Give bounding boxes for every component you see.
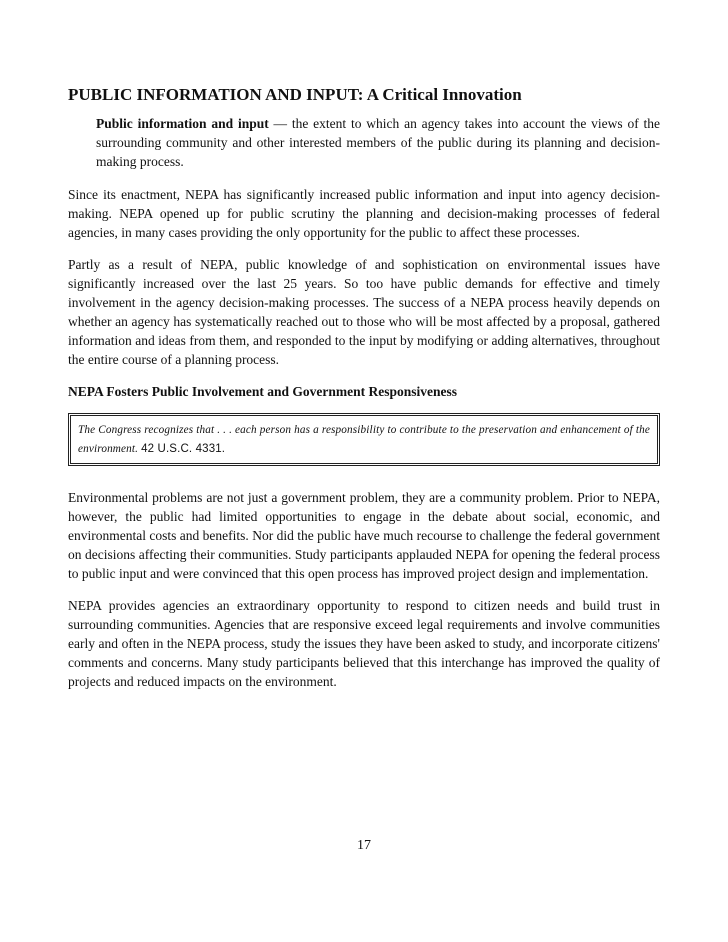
paragraph-1: Since its enactment, NEPA has significantly increased public information and input into agency decision-making. NEPA opened up for public scrutiny the planning and decision-making processes of federal agencies, in many cases providing the only opportunity for the public to affect these processes. bbox=[68, 187, 660, 240]
document-page bbox=[68, 84, 660, 704]
page-number: 17 bbox=[357, 838, 371, 853]
quote-block bbox=[78, 421, 650, 459]
paragraph-3: Environmental problems are not just a government problem, they are a community problem. Prior to NEPA, however, the public had limited opportunities to engage in the debate about social, economic, and environmental costs and benefits. Nor did the public have much recourse to challenge the federal government on decisions affecting their communities. Study participants applauded NEPA for opening the federal process to public input and were convinced that this open process has improved project design and implementation. bbox=[68, 490, 660, 581]
subheading: NEPA Fosters Public Involvement and Government Responsiveness bbox=[68, 384, 458, 399]
definition-text: — the extent to which an agency takes into account the views of the surrounding community and other interested members of the public during its planning and decision-making process. bbox=[96, 116, 660, 169]
paragraph-4: NEPA provides agencies an extraordinary opportunity to respond to citizen needs and build trust in surrounding communities. Agencies that are responsive exceed legal requirements and involve communities early and often in the NEPA process, study the issues they have been asked to study, and incorporate citizens' comments and concerns. Many study participants believed that this interchange has improved the quality of projects and reduced impacts on the environment. bbox=[68, 598, 660, 689]
definition-block bbox=[96, 114, 660, 171]
definition-term: Public information and input bbox=[96, 116, 269, 131]
quote-citation: 42 U.S.C. 4331. bbox=[141, 443, 226, 455]
section-title: PUBLIC INFORMATION AND INPUT: A Critical Innovation bbox=[68, 85, 522, 104]
paragraph-2: Partly as a result of NEPA, public knowledge of and sophistication on environmental issues have significantly increased over the last 25 years. So too have public demands for effective and timely involvement in the agency decision-making processes. The success of a NEPA process heavily depends on whether an agency has systematically reached out to those who will be most affected by a proposal, gathered information and ideas from them, and responded to the input by modifying or adding alternatives, throughout the entire course of a planning process. bbox=[68, 257, 660, 367]
quote-text: The Congress recognizes that . . . each person has a responsibility to contribute to the preservation and enhancement of the environment. bbox=[78, 424, 650, 455]
quote-box bbox=[68, 413, 660, 466]
